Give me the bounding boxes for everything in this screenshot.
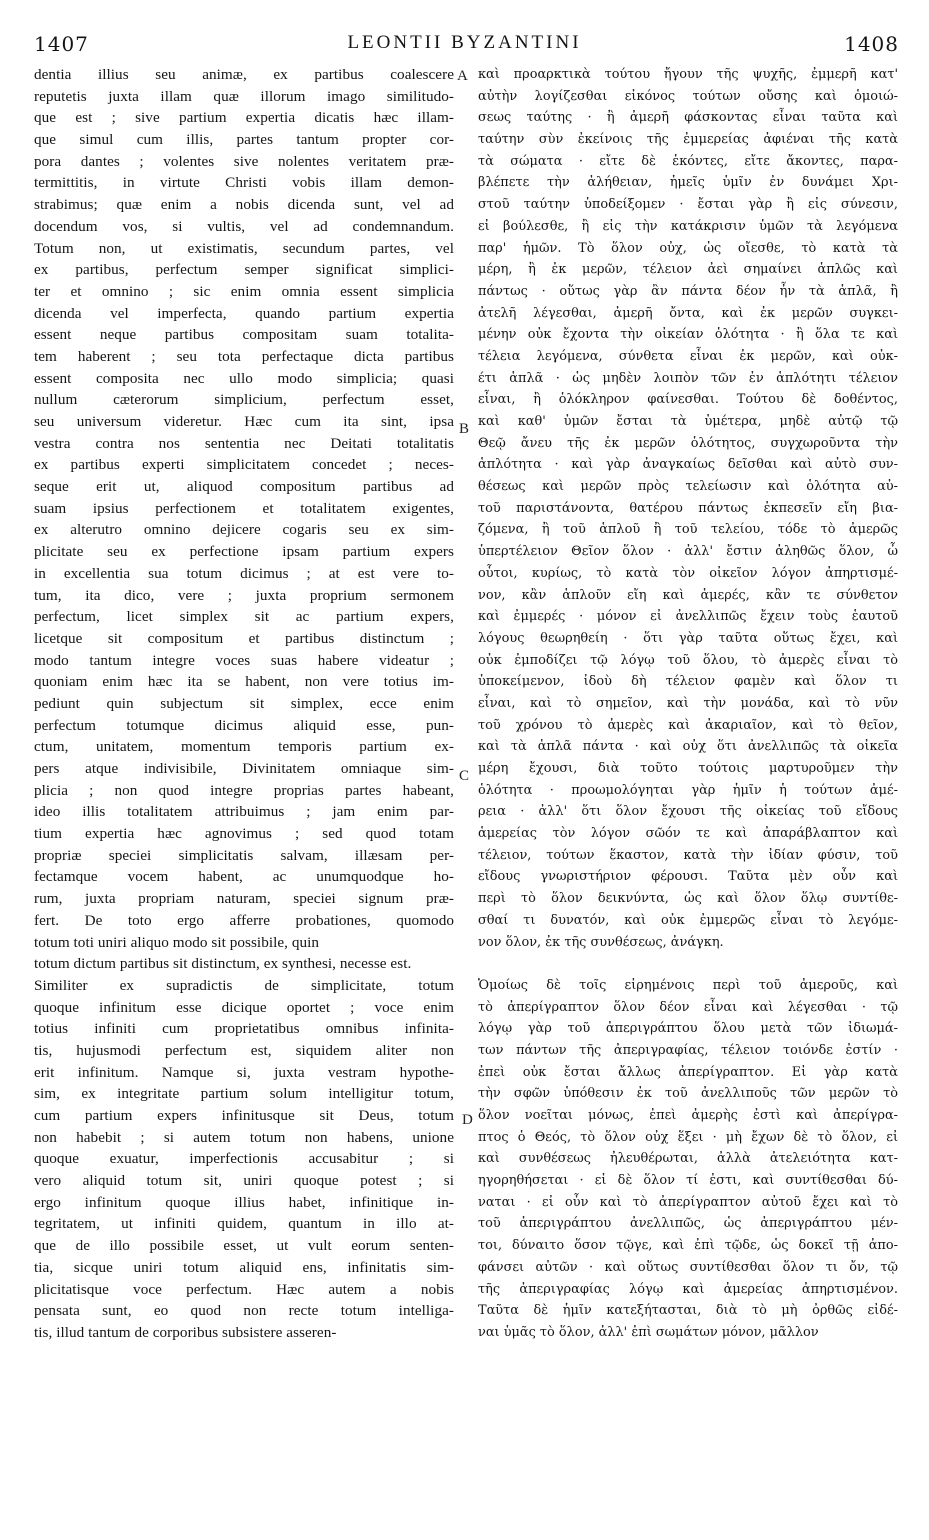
greek-text-line: σεως ταύτης · ἢ ἀμερῆ φάσκοντας εἶναι ταῦτα καὶ xyxy=(478,110,898,126)
latin-text-line: strabimus; quæ enim a nobis dicenda sunt, vel ad xyxy=(34,196,454,214)
greek-text-line: καὶ καθ' ὑμῶν ἔσται τὰ ὑμέτερα, μηδὲ αὐτῷ τῷ xyxy=(478,414,898,429)
greek-text-line: τοῦ παριστάνοντα, θατέρου πάντως ἐκπεσεῖν εἴη βια- xyxy=(478,500,898,516)
latin-text-line: seu universum videretur. Hæc cum ita sint, ipsa xyxy=(34,413,454,430)
latin-text-line: ctum, unitatem, momentum temporis partium ex- xyxy=(34,738,454,756)
greek-text-line: σθαί τι δυνατόν, καὶ οὐκ ἐμμερῶς εἶναι τὸ λεγόμε- xyxy=(478,912,898,928)
greek-text-line: εἶναι, καὶ τὸ σημεῖον, καὶ τὴν μονάδα, καὶ τὸ νῦν xyxy=(478,695,898,711)
latin-text-line: quoque infinitum esse dicique oportet ; voce enim xyxy=(34,998,454,1016)
latin-text-line: docendum vos, si vultis, vel ad condemnandum. xyxy=(34,217,454,235)
margin-letter-d: D xyxy=(462,1112,473,1128)
greek-text-line: νον ὅλον, ἐκ τῆς συνθέσεως, ἀνάγκη. xyxy=(478,934,724,950)
latin-text-line: totius infiniti cum proprietatibus omnibus infinita- xyxy=(34,1020,454,1038)
greek-text-line: ἁπλότητα · καὶ γὰρ ἀναγκαίως δεῖσθαι καὶ αὐτὸ συν- xyxy=(478,457,898,473)
greek-text-line: ρεια · ἀλλ' ὅτι ὅλον ἔχουσι τῆς οἰκείας τοῦ εἴδους xyxy=(478,804,898,820)
greek-text-line: ὁλότητα · προωμολόγηται γὰρ ἡμῖν ἡ τούτων ἀμέ- xyxy=(478,782,898,798)
greek-text-line: Ὁμοίως δὲ τοῖς εἰρημένοις περὶ τοῦ ἀμεροῦς, καὶ xyxy=(478,977,898,993)
latin-text-line: propriæ speciei simplicitatis salvam, illæsam per- xyxy=(34,846,454,864)
greek-text-line: ὑποκείμενον, ἰδοὺ δὴ τέλειον φαμὲν καὶ ὅλον τι xyxy=(478,674,898,690)
greek-text-line: περὶ τὸ ὅλον δεικνύντα, ὡς καὶ ὅλον ὅλῳ συντίθε- xyxy=(478,891,898,907)
greek-text-line: μέρη ἔχουσι, διὰ τοῦτο τούτοις μαρτυροῦμεν τὴν xyxy=(478,761,898,776)
greek-text-line: πτος ὁ Θεός, τὸ ὅλον οὐχ ἕξει · μὴ ἔχων δὲ τὸ ὅλον, εἰ xyxy=(478,1129,898,1145)
greek-text-line xyxy=(478,953,898,975)
greek-text-line: εἰ βούλεσθε, ἢ εἰς τὴν κατάκρισιν ὑμῶν τὰ λεγόμενα xyxy=(478,218,898,234)
greek-text-line: παρ' ἡμῶν. Τὸ ὅλον οὐχ, ὡς οἴεσθε, τὸ κατὰ τὰ xyxy=(478,240,898,256)
greek-text-line: οὐκ ἐμποδίζει τῷ λόγῳ τοῦ ὅλου, τὸ ἀμερὲς εἶναι τὸ xyxy=(478,652,898,668)
latin-text-line: essent neque partibus compositam suam totalita- xyxy=(34,326,454,344)
latin-text-line: essent composita nec ullo modo simplicia; quasi xyxy=(34,369,454,387)
latin-text-line: plicia ; non quod integre proprias partes habeant, xyxy=(34,781,454,799)
latin-text-line: plicitatisque voce perfectum. Hæc autem a nobis xyxy=(34,1280,454,1298)
latin-text-line: in excellentia sua totum dicimus ; at est vere to- xyxy=(34,564,454,582)
running-header xyxy=(0,32,929,62)
latin-text-line: pediunt quin subjectum sit simplex, ecce enim xyxy=(34,694,454,712)
greek-text-line: ἁμερείας τὸν λόγον σῶόν τε καὶ ἀπαράβλαπτον καὶ xyxy=(478,826,898,842)
greek-text-line: ναται · εἰ οὖν καὶ τὸ ἀπερίγραπτον αὐτοῦ ἔχει καὶ τὸ xyxy=(478,1194,898,1210)
latin-text-line: reputetis juxta illam quæ illorum imago similitudo- xyxy=(34,87,454,105)
latin-text-line: seque erit ut, aliquod compositum partibus ad xyxy=(34,478,454,496)
margin-letter-a: A xyxy=(457,68,468,84)
latin-text-line: vero aliquid totum sit, uniri quoque potest ; si xyxy=(34,1172,454,1190)
latin-text-line: vestra contra nos sententia nec Deitati totalitatis xyxy=(34,434,454,452)
margin-letter-b: B xyxy=(459,421,470,437)
greek-text-line: οὗτοι, κυρίως, τὸ κατὰ τὸν οἰκεῖον λόγον ἀπηρτισμέ- xyxy=(478,565,898,581)
greek-text-line: ταύτην σὺν ἐκείνοις τῆς ἐμμερείας ἀφιέναι τῆς κατὰ xyxy=(478,132,898,148)
latin-text-line: modo tantum integre voces suas habere videatur ; xyxy=(34,651,454,669)
greek-text-line: ὅλον νοεῖται μόνως, ἐπεὶ ἀμερὴς ἐστὶ καὶ ἀπερίγρα- xyxy=(478,1108,898,1123)
latin-text-line: fectamque vocem habent, ac unumquodque ho- xyxy=(34,868,454,886)
latin-text-line: ex alterutro omnino dejicere cogaris seu ex sim- xyxy=(34,521,454,539)
greek-text-line: λόγῳ γὰρ τοῦ ἀπεριγράπτου ὅλου μετὰ τῶν ἰδιωμά- xyxy=(478,1021,898,1037)
greek-text-line: καὶ ἐμμερές · μόνον εἰ ἀνελλιπῶς ἔχειν τοὺς ἑαυτοῦ xyxy=(478,609,898,625)
greek-text-line: καὶ τὰ ἁπλᾶ πάντα · καὶ οὐχ ὅτι ἀνελλιπῶς τὰ οἰκεῖα xyxy=(478,739,898,755)
greek-text-line: νον, κἂν ἁπλοῦν εἴη καὶ ἀμερές, κἂν τε σύνθετον xyxy=(478,587,898,603)
latin-text-line: perfectum, licet simplex sit ac partium expers, xyxy=(34,608,454,626)
latin-text-line: quoniam enim hæc ita se habent, non vere totius im- xyxy=(34,673,454,691)
running-title: LEONTII BYZANTINI xyxy=(347,32,582,53)
latin-text-line: tium expertia hæc agnovimus ; sed quod totam xyxy=(34,825,454,843)
greek-text-line: βλέπετε τὴν ἀλήθειαν, ἡμεῖς ὑμῖν ἐν δυνάμει Χρι- xyxy=(478,175,898,191)
greek-text-line: τὸ ἀπερίγραπτον ὅλον δέον εἶναι καὶ λέγεσθαι · τῷ xyxy=(478,999,898,1015)
greek-text-line: πάντως · οὕτως γὰρ ἂν πάντα δέον ἦν τὰ ἁπλᾶ, ἢ xyxy=(478,283,898,299)
latin-text-line: quoque exuatur, imperfectionis accusabitur ; si xyxy=(34,1150,454,1168)
margin-letter-c: C xyxy=(459,768,470,784)
latin-text-line: ex partibus, perfectum semper significat simplici- xyxy=(34,261,454,279)
latin-text-line: dentia illius seu animæ, ex partibus coalescere xyxy=(34,66,454,83)
latin-text-line: nullum cæterorum simplicium, perfectum esset, xyxy=(34,391,454,409)
latin-text-line: pers atque indivisibile, Divinitatem omniaque sim- xyxy=(34,760,454,777)
latin-text-line: Totum non, ut existimatis, secundum partes, vel xyxy=(34,239,454,257)
latin-text-line: ter et omnino ; sic enim omnia essent simplicia xyxy=(34,282,454,300)
right-column-number: 1408 xyxy=(844,32,899,56)
greek-text-line: τέλειον, τούτων ἕκαστον, κατὰ τὴν ἰδίαν φύσιν, τοῦ xyxy=(478,847,898,863)
latin-text-line: tia, sicque uniri totum aliquid ens, infinitatis sim- xyxy=(34,1258,454,1276)
greek-column xyxy=(478,64,898,1344)
greek-text-line: τὰ σώματα · εἴτε δὲ ἑκόντες, εἴτε ἄκοντες, παρα- xyxy=(478,153,898,169)
greek-text-line: καὶ συνθέσεως ἠλευθέρωται, ἀλλὰ ἀτελειότητα κατ- xyxy=(478,1151,898,1167)
greek-text-line: τῆς ἀπεριγραφίας λόγῳ καὶ ἀμερείας ἀπηρτισμένον. xyxy=(478,1281,898,1297)
greek-text-line: λόγους θεωρηθείη · ὅτι γὰρ ταῦτα οὕτως ἔχει, καὶ xyxy=(478,630,898,646)
greek-text-line: μέρη, ἢ ἐκ μερῶν, τέλειον ἀεὶ σημαίνει ἁπλῶς καὶ xyxy=(478,262,898,278)
greek-text-line: ἐπεὶ οὐκ ἔσται ἄλλως ἀπερίγραπτον. Εἰ γὰρ κατὰ xyxy=(478,1064,898,1080)
latin-text-line: que est ; sive partium expertia dicatis hæc illam- xyxy=(34,109,454,127)
latin-text-line: ergo infinitum quoque illius habet, infinitique in- xyxy=(34,1193,454,1211)
latin-text-line: termittitis, in virtute Christi vobis illam demon- xyxy=(34,174,454,192)
left-column-number: 1407 xyxy=(34,32,89,56)
greek-text-line: ζόμενα, ἢ τοῦ ἁπλοῦ ἢ τοῦ τελείου, τόδε τὸ ἀμερῶς xyxy=(478,522,898,538)
latin-text-line: que de illo possibile esset, ut vult eorum senten- xyxy=(34,1237,454,1255)
latin-text-line: tem haberent ; seu tota perfectaque dicta partibus xyxy=(34,347,454,365)
latin-text-line: pora dantes ; volentes sive nolentes veritatem præ- xyxy=(34,152,454,170)
latin-text-line: tum, ita dico, vere ; juxta proprium sermonem xyxy=(34,586,454,604)
latin-text-line: perfectum totumque dicimus aliquid esse, pun- xyxy=(34,716,454,734)
latin-text-line: fert. De toto ergo afferre probationes, quomodo xyxy=(34,911,454,929)
greek-text-line: αὐτὴν λογίζεσθαι εἰκόνος τούτων οὔσης καὶ ὁμοιώ- xyxy=(478,88,898,104)
greek-text-line: ηγορηθήσεται · εἰ δὲ ὅλον τί ἐστι, καὶ συντίθεσθαι δύ- xyxy=(478,1173,898,1189)
greek-text-line: τοῦ ἀπεριγράπτου ἀνελλιπῶς, ὡς ἀπεριγράπτου μέν- xyxy=(478,1216,898,1232)
greek-text-line: καὶ προαρκτικὰ τούτου ἤγουν τῆς ψυχῆς, ἐμμερῆ κατ' xyxy=(478,67,898,82)
latin-text-line: non habebit ; si autem totum non habens, unione xyxy=(34,1128,454,1146)
greek-text-line: ναι ὑμᾶς τὸ ὅλον, ἀλλ' ἐπὶ σωμάτων μόνον, μᾶλλον xyxy=(478,1324,819,1340)
latin-text-line: tis, illud tantum de corporibus subsistere asseren- xyxy=(34,1323,337,1341)
greek-text-line: έτι ἁπλᾶ · ὡς μηδὲν λοιπὸν τῶν ἐν ἁπλότητι τέλειον xyxy=(478,370,898,386)
latin-text-line: ex partibus experti simplicitatem concedet ; neces- xyxy=(34,456,454,474)
latin-text-line: pensata sunt, eo quod non recte totum intelliga- xyxy=(34,1302,454,1320)
greek-text-line: θέσεως καὶ μερῶν πρὸς τελείωσιν καὶ ὁλότητα αὐ- xyxy=(478,479,898,495)
greek-text-line: τοῦ χρόνου τὸ ἀμερὲς καὶ ἀκαριαῖον, καὶ τὸ θεῖον, xyxy=(478,717,898,733)
greek-text-line: στοῦ ταύτην ὑποδείξομεν · ἔσται γὰρ ἢ εἰς σύνεσιν, xyxy=(478,197,898,213)
latin-text-line: suam ipsius perfectionem et totalitatem exigentes, xyxy=(34,499,454,517)
latin-text-line: que simul cum illis, partes tantum propter cor- xyxy=(34,131,454,149)
latin-text-line: rum, juxta propriam naturam, speciei signum præ- xyxy=(34,890,454,908)
latin-text-line: plicitate seu ex perfectione ipsam partium expers xyxy=(34,543,454,561)
greek-text-line: τοι, δύναιτο ὅσον τῷγε, καὶ ἐπὶ τῷδε, ὡς δοκεῖ τῇ ἀπο- xyxy=(478,1238,898,1254)
latin-text-line: licetque sit compositum et partibus distinctum ; xyxy=(34,629,454,647)
latin-text-line: ideo illis totalitatem attribuimus ; jam enim par- xyxy=(34,803,454,821)
greek-text-line: Ταῦτα δὲ ἡμῖν κατεξήτασται, διὰ τὸ μὴ ὀρθῶς εἰδέ- xyxy=(478,1303,898,1319)
greek-text-line: εἴδους γνωριστήριον φέρουσι. Ταῦτα μὲν οὖν καὶ xyxy=(478,869,898,885)
latin-text-line: Similiter ex supradictis de simplicitate, totum xyxy=(34,976,454,994)
latin-text-line: cum partium expers infinitusque sit Deus, totum xyxy=(34,1107,454,1124)
latin-text-line: tis, hujusmodi perfectum est, siquidem aliter non xyxy=(34,1041,454,1059)
latin-text-line: dicenda vel imperfecta, quando partium expertia xyxy=(34,304,454,322)
greek-text-line: ὑπερτέλειον Θεῖον ὅλον · ἀλλ' ἔστιν ἀληθῶς ὅλον, ὦ xyxy=(478,544,898,560)
latin-text-line: totum dictum partibus sit distinctum, ex synthesi, necesse est. xyxy=(34,955,412,973)
greek-text-line: ἀτελῆ λέγεσθαι, ἀμερῆ ὄντα, καὶ ἐκ μερῶν συγκει- xyxy=(478,305,898,321)
greek-text-line: εἶναι, ἢ ὁλόκληρον φαίνεσθαι. Τούτου δὲ δοθέντος, xyxy=(478,392,898,408)
greek-text-line: φάνσει αὐτῶν · καὶ οὕτως συντίθεσθαι ὅλον τι ὄν, τῷ xyxy=(478,1259,898,1275)
latin-text-line: sim, ex integritate partium solum intelligitur totum, xyxy=(34,1085,454,1103)
latin-text-line: tegritatem, ut infiniti quidem, quantum in illo at- xyxy=(34,1215,454,1233)
latin-text-line: erit infinitum. Namque si, juxta vestram hypothe- xyxy=(34,1063,454,1081)
greek-text-line: μένην οὐκ ἔχοντα τὴν οἰκείαν ὁλότητα · ἢ ὅλα τε καὶ xyxy=(478,327,898,343)
greek-text-line: των πάντων τῆς ἀπεριγραφίας, τέλειον τοιόνδε ἐστίν · xyxy=(478,1042,898,1058)
greek-text-line: Θεῷ ἄνευ τῆς ἐκ μερῶν ὁλότητος, συγχωροῦντα τὴν xyxy=(478,435,898,451)
latin-column xyxy=(34,64,454,1344)
greek-text-line: τὴν σφῶν ὑπόθεσιν ἐκ τοῦ ἀνελλιποῦς τῶν μερῶν τὸ xyxy=(478,1086,898,1102)
greek-text-line: τέλεια λεγόμενα, σύνθετα εἶναι ἐκ μερῶν, καὶ οὐκ- xyxy=(478,348,898,364)
latin-text-line: totum toti uniri aliquo modo sit possibile, quin xyxy=(34,933,320,951)
